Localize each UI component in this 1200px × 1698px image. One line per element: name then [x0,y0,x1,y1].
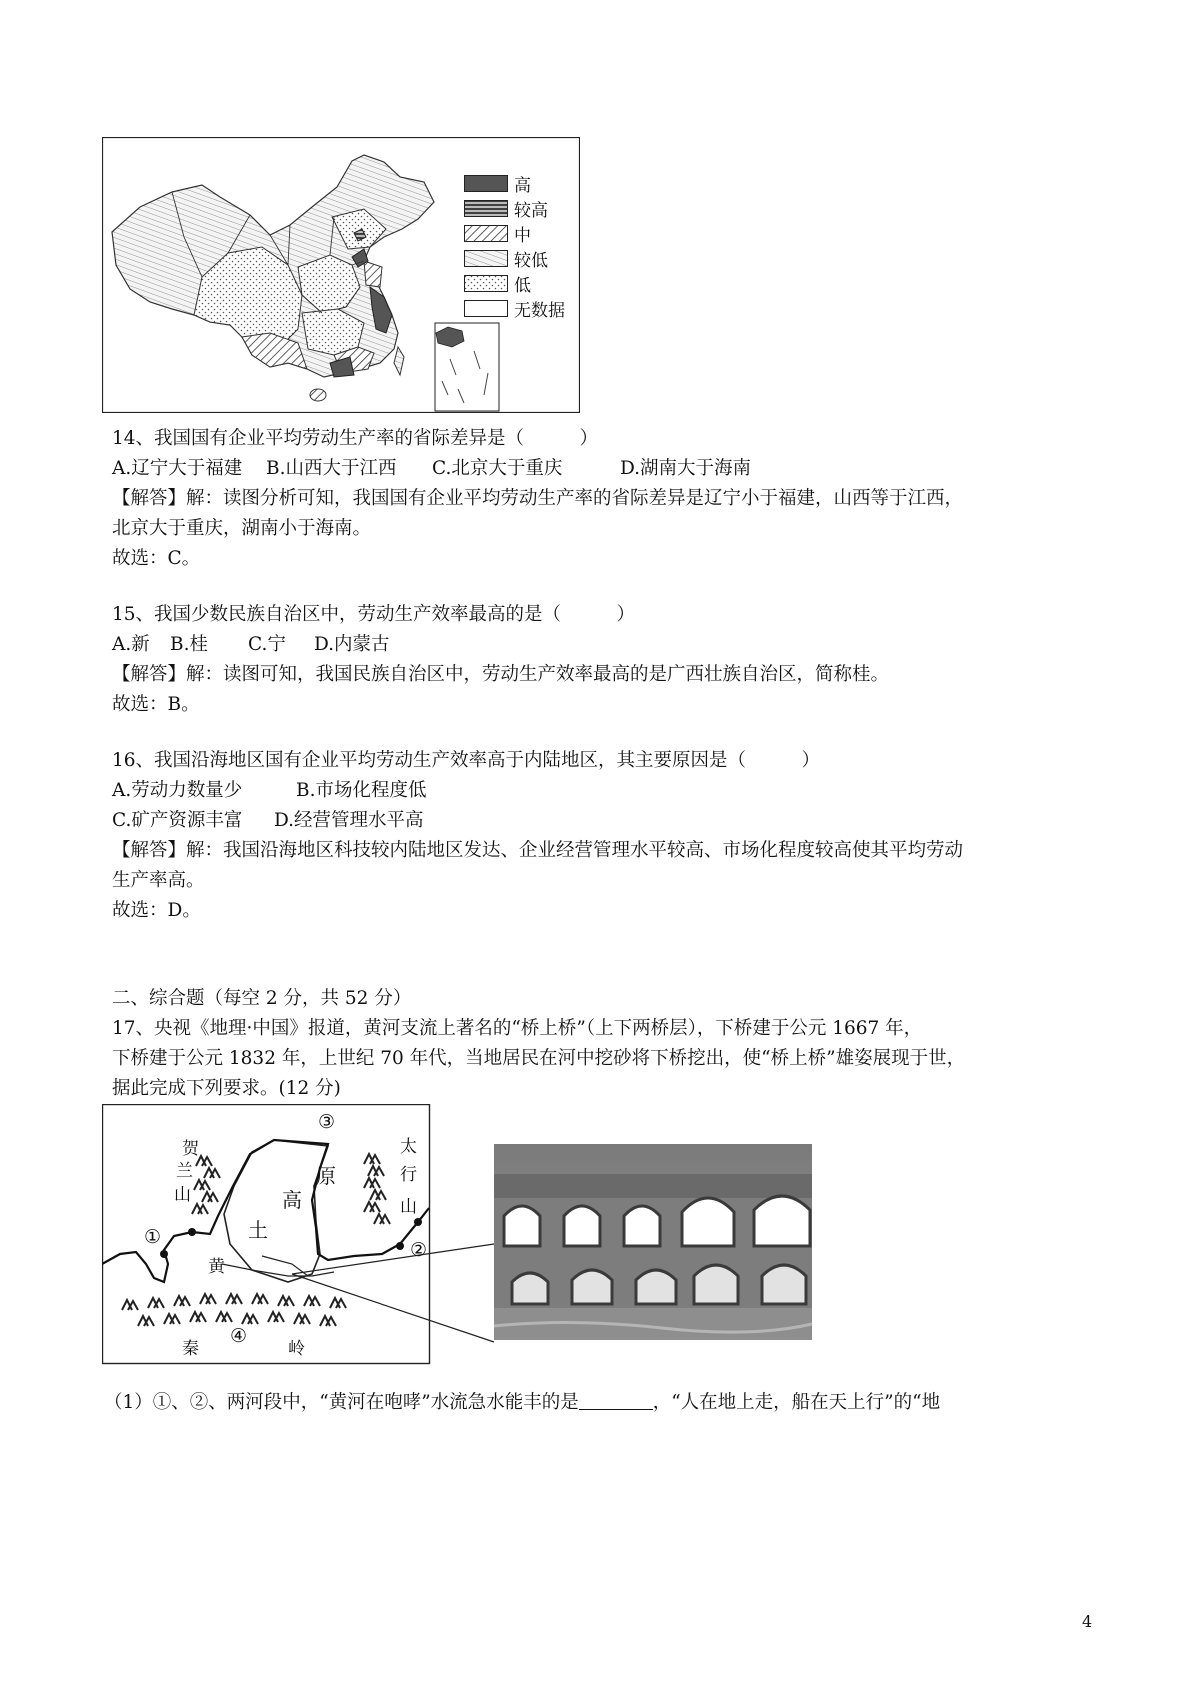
legend-swatch-fairly-low [464,250,508,267]
q15-stem: 15、我国少数民族自治区中，劳动生产效率最高的是（ ） [112,604,636,625]
map-legend [464,171,576,321]
q16-answer-line-2: 生产率高。 [112,870,205,891]
legend-label-medium: 中 [514,226,531,246]
legend-label-low: 低 [514,276,531,296]
legend-item-fairly-high [464,196,576,221]
q16-options-row-1 [112,776,426,806]
q17-sub1-part-a: （1）①、②、两河段中，“黄河在咆哮”水流急水能丰的是 [104,1392,579,1413]
label-taihang-2: 行 [400,1165,417,1185]
label-yellow-river: 黄 [208,1257,225,1277]
q17-sub1 [104,1388,940,1418]
q17-answer-blank[interactable] [579,1391,653,1410]
q16-option-b: B.市场化程度低 [296,780,427,801]
q14-answer-line-1: 【解答】解：读图分析可知，我国国有企业平均劳动生产率的省际差异是辽宁小于福建，山西等于江西， [112,488,964,509]
river-sketch-graphic [102,1104,814,1366]
q14-answer-line-2: 北京大于重庆，湖南小于海南。 [112,518,372,539]
q14-option-c: C.北京大于重庆 [432,458,563,479]
q16-option-c: C.矿产资源丰富 [112,810,243,831]
q16-option-d: D.经营管理水平高 [274,810,424,831]
q17-sub1-part-b: ，“人在地上走，船在天上行”的“地 [652,1392,941,1413]
label-taihang-1: 太 [400,1137,417,1157]
legend-item-fairly-low [464,246,576,271]
legend-swatch-medium [464,225,508,242]
q16-choice: 故选：D。 [112,900,201,921]
q15-choice: 故选：B。 [112,694,200,715]
q15-option-c: C.宁 [248,634,286,655]
label-plateau-3: 原 [316,1164,336,1188]
marker-2: ② [410,1239,428,1261]
legend-item-high [464,171,576,196]
label-qinling-2: 岭 [288,1339,305,1359]
page-number: 4 [1082,1612,1093,1631]
q15-answer-line-1: 【解答】解：读图可知，我国民族自治区中，劳动生产效率最高的是广西壮族自治区，简称桂。 [112,664,890,685]
marker-3: ③ [318,1111,336,1133]
marker-1: ① [144,1226,162,1248]
q16-option-a: A.劳动力数量少 [112,780,243,801]
q14-options [112,454,751,484]
q16-options-row-2 [112,806,424,836]
legend-swatch-high [464,175,508,192]
section-2-heading: 二、综合题（每空 2 分，共 52 分） [112,988,412,1009]
legend-item-no-data [464,296,576,321]
q17-line-3: 据此完成下列要求。(12 分) [112,1078,341,1099]
q14-option-a: A.辽宁大于福建 [112,458,243,479]
legend-swatch-no-data [464,300,508,317]
label-qinling-1: 秦 [182,1339,199,1359]
q15-option-b: B.桂 [170,634,208,655]
label-helan-2: 兰 [176,1161,193,1181]
q15-option-a: A.新 [112,634,150,655]
legend-swatch-low [464,275,508,292]
label-plateau-2: 高 [282,1188,302,1212]
river-figure [102,1104,814,1366]
legend-label-fairly-high: 较高 [514,201,548,221]
q14-stem: 14、我国国有企业平均劳动生产率的省际差异是（ ） [112,428,599,449]
legend-label-no-data: 无数据 [514,301,565,321]
marker-4: ④ [230,1325,248,1347]
q16-stem: 16、我国沿海地区国有企业平均劳动生产效率高于内陆地区，其主要原因是（ ） [112,750,821,771]
q17-line-2: 下桥建于公元 1832 年，上世纪 70 年代，当地居民在河中挖砂将下桥挖出，使“桥上桥”雄姿展现于世， [112,1048,966,1069]
q15-option-d: D.内蒙古 [314,634,390,655]
legend-item-medium [464,221,576,246]
china-productivity-map [102,137,580,413]
legend-label-fairly-low: 较低 [514,251,548,271]
q15-options [112,630,390,660]
label-helan-1: 贺 [182,1139,199,1159]
q16-answer-line-1: 【解答】解：我国沿海地区科技较内陆地区发达、企业经营管理水平较高、市场化程度较高使其平均劳动 [112,840,964,861]
q14-choice: 故选：C。 [112,548,201,569]
legend-item-low [464,271,576,296]
q14-option-b: B.山西大于江西 [266,458,397,479]
q14-option-d: D.湖南大于海南 [620,458,752,479]
q17-line-1: 17、央视《地理·中国》报道，黄河支流上著名的“桥上桥”（上下两桥层），下桥建于公元 1667 年， [112,1018,923,1039]
label-plateau-1: 土 [248,1218,268,1242]
legend-swatch-fairly-high [464,200,508,217]
label-helan-3: 山 [174,1185,191,1205]
label-taihang-3: 山 [400,1197,417,1217]
legend-label-high: 高 [514,176,531,196]
